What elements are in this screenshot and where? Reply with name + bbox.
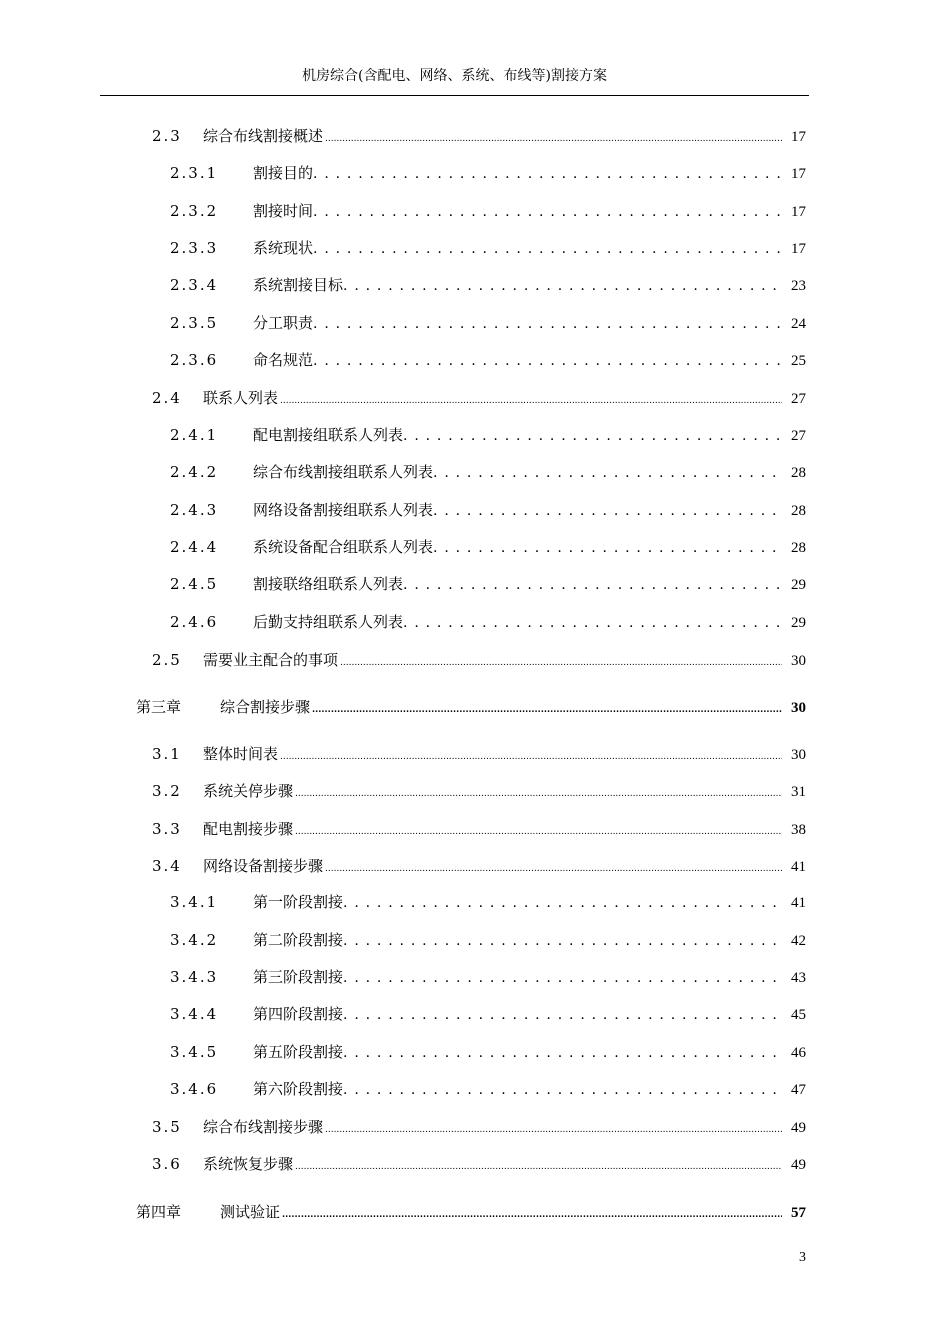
toc-dot-leader [433,501,784,519]
toc-entry-page: 28 [791,540,806,556]
toc-dot-leader [325,1118,782,1136]
toc-entry-label: 第四阶段割接 [253,1005,344,1023]
toc-entry-page: 41 [791,895,806,911]
toc-entry-label: 配电割接步骤 [203,820,294,838]
toc-entry-label: 系统现状 [253,239,314,257]
toc-entry-label: 综合布线割接步骤 [203,1118,324,1136]
toc-entry-number: 3.4.3 [170,968,219,986]
toc-dot-leader [433,463,784,481]
toc-entry-number: 2.3.6 [170,351,219,369]
toc-entry-number: 3.6 [152,1155,182,1173]
toc-entry[interactable] [170,1003,806,1024]
toc-entry-number: 2.3.5 [170,314,219,332]
toc-entry[interactable] [152,387,806,408]
toc-entry-page: 17 [791,129,806,145]
toc-entry-page: 17 [791,241,806,257]
toc-dot-leader [325,127,782,145]
toc-entry-label: 测试验证 [220,1203,281,1221]
toc-dot-leader [325,857,782,875]
toc-entry-label: 后勤支持组联系人列表 [253,613,404,631]
toc-entry-label: 系统关停步骤 [203,782,294,800]
toc-entry-number: 3.4.1 [170,893,219,911]
toc-dot-leader [343,893,784,911]
toc-entry-label: 综合割接步骤 [220,698,311,716]
toc-dot-leader [403,426,784,444]
toc-entry-label: 系统设备配合组联系人列表 [253,538,434,556]
toc-entry[interactable] [136,696,806,717]
toc-entry-number: 2.4.4 [170,538,219,556]
toc-entry[interactable] [152,743,806,764]
toc-entry[interactable] [170,200,806,221]
toc-entry-page: 27 [791,391,806,407]
toc-entry-page: 46 [791,1045,806,1061]
toc-entry[interactable] [152,649,806,670]
toc-entry-number: 3.5 [152,1118,182,1136]
toc-entry-page: 57 [791,1205,806,1221]
toc-entry-page: 30 [791,747,806,763]
toc-entry-number: 3.2 [152,782,182,800]
toc-entry-label: 综合布线割接组联系人列表 [253,463,434,481]
toc-entry[interactable] [152,125,806,146]
toc-dot-leader [403,613,784,631]
toc-entry-number: 2.4.5 [170,575,219,593]
toc-entry-page: 17 [791,204,806,220]
toc-entry-page: 29 [791,615,806,631]
toc-entry[interactable] [170,536,806,557]
toc-entry-page: 29 [791,577,806,593]
toc-dot-leader [295,820,782,838]
toc-entry-number: 3.4.2 [170,931,219,949]
toc-dot-leader [295,782,782,800]
toc-entry-label: 分工职责 [253,314,314,332]
toc-entry-label: 配电割接组联系人列表 [253,426,404,444]
toc-entry-page: 30 [791,700,806,716]
toc-entry[interactable] [170,162,806,183]
toc-entry[interactable] [170,1078,806,1099]
toc-entry-number: 2.3.2 [170,202,219,220]
toc-dot-leader [295,1155,782,1173]
toc-dot-leader [343,1043,784,1061]
toc-dot-leader [313,239,784,257]
toc-entry-label: 割接联络组联系人列表 [253,575,404,593]
toc-dot-leader [313,164,784,182]
toc-entry-label: 网络设备割接步骤 [203,857,324,875]
toc-entry-label: 整体时间表 [203,745,279,763]
toc-entry-number: 第三章 [136,698,182,716]
toc-entry-page: 28 [791,465,806,481]
toc-entry[interactable] [152,818,806,839]
toc-entry[interactable] [152,855,806,876]
toc-dot-leader [282,1203,782,1221]
toc-entry-label: 第五阶段割接 [253,1043,344,1061]
toc-entry-page: 45 [791,1007,806,1023]
toc-entry[interactable] [152,1153,806,1174]
toc-entry-number: 3.4.6 [170,1080,219,1098]
toc-entry[interactable] [170,891,806,912]
toc-dot-leader [313,202,784,220]
toc-dot-leader [433,538,784,556]
toc-dot-leader [280,389,782,407]
toc-entry-number: 2.3.3 [170,239,219,257]
toc-entry-page: 49 [791,1157,806,1173]
toc-dot-leader [343,931,784,949]
toc-entry[interactable] [170,499,806,520]
toc-entry-number: 3.4.4 [170,1005,219,1023]
toc-entry[interactable] [170,349,806,370]
toc-entry-page: 28 [791,503,806,519]
toc-entry[interactable] [170,1041,806,1062]
toc-entry-number: 2.4.6 [170,613,219,631]
toc-entry[interactable] [170,929,806,950]
toc-dot-leader [403,575,784,593]
toc-entry[interactable] [170,312,806,333]
toc-entry-number: 2.4.3 [170,501,219,519]
toc-entry-label: 第二阶段割接 [253,931,344,949]
toc-entry-number: 2.3.1 [170,164,219,182]
toc-entry-number: 2.4.1 [170,426,219,444]
toc-entry[interactable] [136,1201,806,1222]
toc-entry-page: 49 [791,1120,806,1136]
toc-entry-number: 第四章 [136,1203,182,1221]
toc-dot-leader [313,314,784,332]
toc-entry-number: 3.1 [152,745,182,763]
toc-dot-leader [343,1080,784,1098]
toc-entry-label: 综合布线割接概述 [203,127,324,145]
toc-entry-label: 系统割接目标 [253,276,344,294]
toc-entry[interactable] [170,611,806,632]
toc-entry[interactable] [170,966,806,987]
toc-entry[interactable] [170,274,806,295]
toc-entry-page: 31 [791,784,806,800]
page-number: 3 [799,1250,806,1265]
toc-entry-number: 2.3 [152,127,182,145]
toc-entry-number: 3.4.5 [170,1043,219,1061]
toc-entry-label: 系统恢复步骤 [203,1155,294,1173]
toc-entry-number: 2.4 [152,389,182,407]
toc-entry-label: 联系人列表 [203,389,279,407]
toc-entry-number: 3.4 [152,857,182,875]
toc-dot-leader [312,698,782,716]
toc-entry-label: 割接目的 [253,164,314,182]
toc-entry[interactable] [152,1116,806,1137]
toc-entry-label: 第六阶段割接 [253,1080,344,1098]
toc-entry-page: 17 [791,166,806,182]
toc-dot-leader [280,745,782,763]
toc-entry-page: 23 [791,278,806,294]
toc-entry-page: 43 [791,970,806,986]
toc-entry-label: 命名规范 [253,351,314,369]
toc-entry-page: 30 [791,653,806,669]
document-header-title: 机房综合(含配电、网络、系统、布线等)割接方案 [302,68,607,84]
toc-dot-leader [343,968,784,986]
toc-entry-number: 2.4.2 [170,463,219,481]
toc-entry-number: 2.3.4 [170,276,219,294]
toc-entry-label: 割接时间 [253,202,314,220]
toc-dot-leader [343,1005,784,1023]
toc-entry-page: 24 [791,316,806,332]
toc-entry-page: 27 [791,428,806,444]
toc-entry-number: 2.5 [152,651,182,669]
toc-entry-label: 网络设备割接组联系人列表 [253,501,434,519]
toc-entry[interactable] [170,461,806,482]
toc-entry-page: 41 [791,859,806,875]
toc-entry-page: 42 [791,933,806,949]
toc-dot-leader [343,276,784,294]
toc-entry-label: 第三阶段割接 [253,968,344,986]
toc-entry[interactable] [170,573,806,594]
header-divider [100,95,809,96]
toc-entry-label: 第一阶段割接 [253,893,344,911]
toc-dot-leader [340,651,782,669]
toc-entry-number: 3.3 [152,820,182,838]
toc-entry-label: 需要业主配合的事项 [203,651,339,669]
toc-entry-page: 47 [791,1082,806,1098]
toc-dot-leader [313,351,784,369]
toc-entry[interactable] [152,780,806,801]
toc-entry-page: 38 [791,822,806,838]
toc-entry[interactable] [170,237,806,258]
toc-entry-page: 25 [791,353,806,369]
toc-entry[interactable] [170,424,806,445]
